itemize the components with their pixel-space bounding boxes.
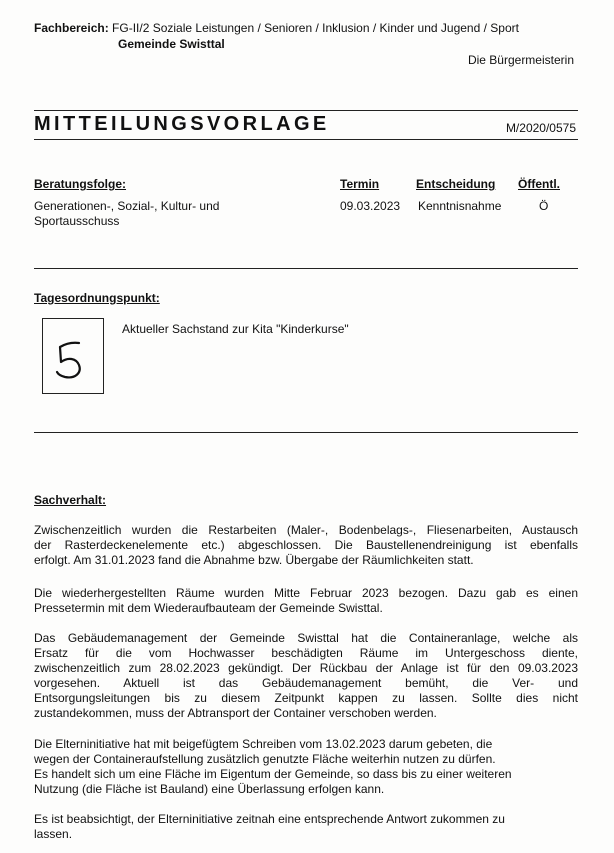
entscheidung-cell: Kenntnisnahme <box>418 199 502 213</box>
paragraph-line: Nutzung (die Fläche ist Bauland) eine Überlassung erfolgen kann. <box>34 782 385 796</box>
buergermeisterin-label: Die Bürgermeisterin <box>467 53 574 67</box>
paragraph-line: Das Gebäudemanagement der Gemeinde Swisttal hat die Containeranlage, welche als <box>34 631 578 645</box>
paragraph-line: lassen. <box>34 827 73 841</box>
fachbereich-line <box>34 21 519 35</box>
fachbereich-label: Fachbereich: <box>34 21 109 35</box>
paragraph-line: vorgesehen. Aktuell ist das Gebäudemanagement bemüht, die Ver- und <box>34 676 578 690</box>
gremium-cell <box>34 199 219 229</box>
tagesordnung-label: Tagesordnungspunkt: <box>34 291 160 305</box>
paragraph-line: Pressetermin mit dem Wiederaufbauteam der Gemeinde Swisttal. <box>34 601 383 615</box>
oeffentl-cell: Ö <box>539 199 549 213</box>
paragraph-line: der Rasterdeckenelemente etc.) abgeschlossen. Die Baustellenendreinigung ist ebenfalls <box>34 538 578 552</box>
agenda-title: Aktueller Sachstand zur Kita "Kinderkurse" <box>122 322 349 336</box>
sachverhalt-paragraph-2 <box>34 586 578 616</box>
paragraph-line: erfolgt. Am 31.01.2023 fand die Abnahme bzw. Übergabe der Räumlichkeiten statt. <box>34 553 474 567</box>
sachverhalt-heading: Sachverhalt: <box>34 493 107 507</box>
agenda-bottom-rule <box>34 432 578 433</box>
paragraph-line: Es handelt sich um eine Fläche im Eigentum der Gemeinde, so dass bis zu einer weiteren <box>34 767 512 781</box>
gemeinde-name: Gemeinde Swisttal <box>118 37 225 51</box>
paragraph-line: zwischenzeitlich zum 28.02.2023 gekündigt. Der Rückbau der Anlage ist für den 09.03.2023 <box>34 661 578 675</box>
paragraph-line: Es ist beabsichtigt, der Elterninitiative zeitnah eine entsprechende Antwort zukommen zu <box>34 812 505 826</box>
termin-cell: 09.03.2023 <box>340 199 401 213</box>
sachverhalt-paragraph-5 <box>34 812 578 842</box>
gremium-line-1: Generationen-, Sozial-, Kultur- und <box>34 199 220 213</box>
paragraph-line: wegen der Containeraufstellung zusätzlich genutzte Fläche weiterhin nutzen zu dürfen. <box>34 752 496 766</box>
paragraph-line: zustandekommen, muss der Abtransport der Container verschoben werden. <box>34 706 437 720</box>
title-bottom-rule <box>34 139 578 140</box>
agenda-number-stamp <box>42 318 104 394</box>
oeffentl-header: Öffentl. <box>518 177 560 191</box>
sachverhalt-paragraph-1 <box>34 523 578 568</box>
sachverhalt-paragraph-4 <box>34 737 578 797</box>
handwritten-number-5 <box>43 319 103 393</box>
paragraph-line: Die Elterninitiative hat mit beigefügtem Schreiben vom 13.02.2023 darum gebeten, die <box>34 737 493 751</box>
gremium-line-2: Sportausschuss <box>34 214 120 228</box>
fachbereich-value: FG-II/2 Soziale Leistungen / Senioren / Inklusion / Kinder und Jugend / Sport <box>108 21 519 35</box>
sachverhalt-paragraph-3 <box>34 631 578 721</box>
paragraph-line: Ersatz für die vom Hochwasser beschädigten Räume im Untergeschoss diente, <box>34 646 578 660</box>
document-title: MITTEILUNGSVORLAGE <box>34 113 330 135</box>
document-number: M/2020/0575 <box>505 121 576 135</box>
title-top-rule <box>34 110 578 111</box>
beratung-bottom-rule <box>34 268 578 269</box>
beratungsfolge-header: Beratungsfolge: <box>34 177 127 191</box>
paragraph-line: Zwischenzeitlich wurden die Restarbeiten (Maler-, Bodenbelags-, Fliesenarbeiten, Austausch <box>34 523 578 537</box>
paragraph-line: Entsorgungsleitungen bis zu diesem Zeitpunkt kappen zu lassen. Sollte dies nicht <box>34 691 578 705</box>
entscheidung-header: Entscheidung <box>416 177 496 191</box>
termin-header: Termin <box>340 177 380 191</box>
paragraph-line: Die wiederhergestellten Räume wurden Mitte Februar 2023 bezogen. Dazu gab es einen <box>34 586 578 600</box>
